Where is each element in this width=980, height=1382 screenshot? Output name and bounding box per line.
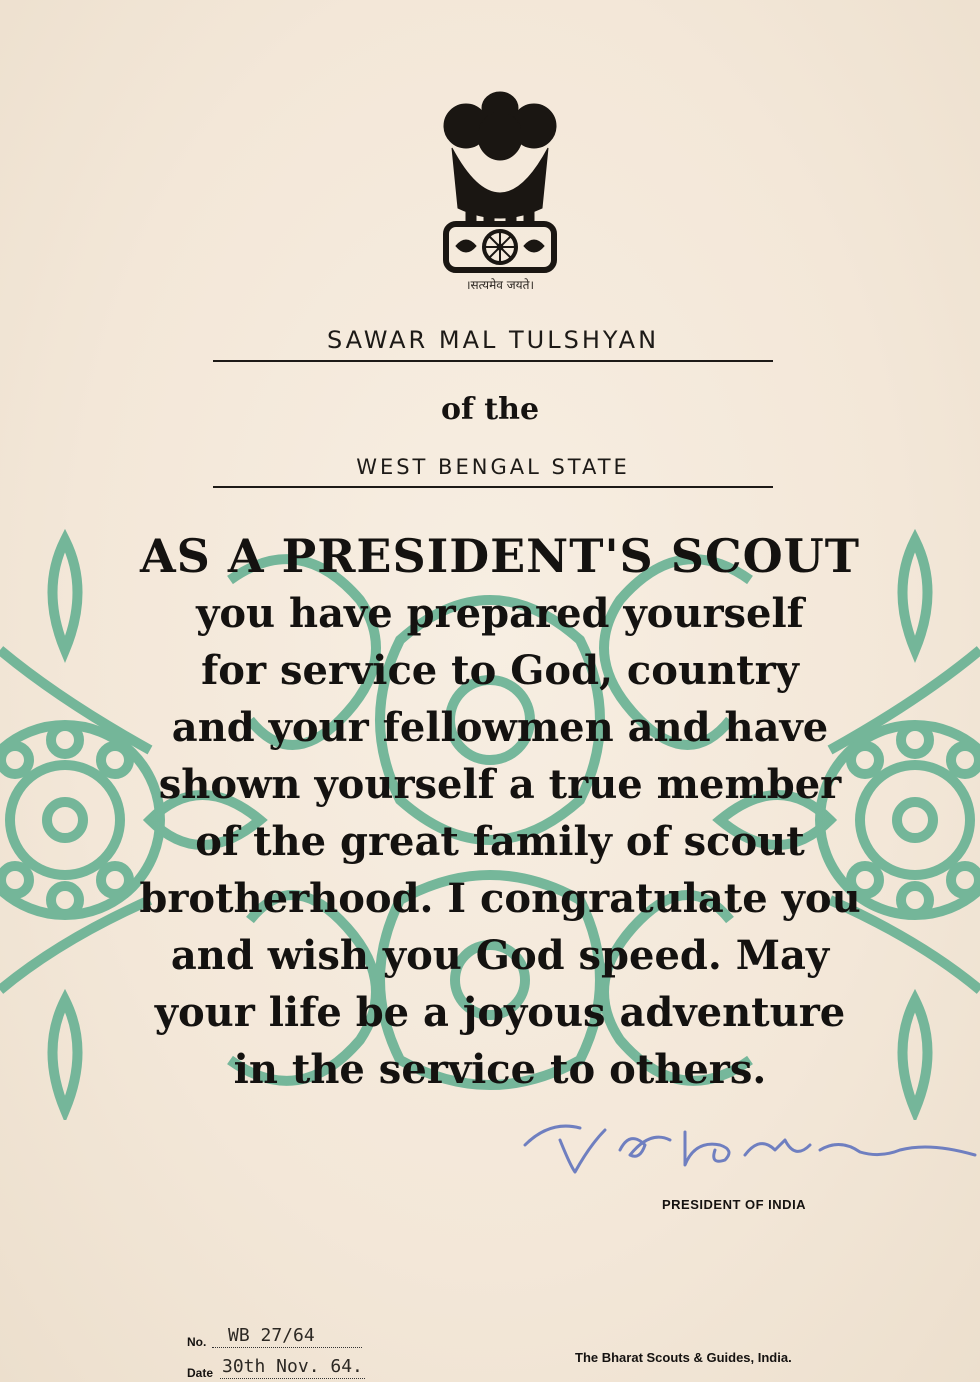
citation-line: of the great family of scout: [195, 818, 805, 865]
emblem-motto: ।सत्यमेव जयते।: [465, 278, 534, 292]
name-underline: [213, 360, 773, 362]
date-value: 30th Nov. 64.: [222, 1356, 363, 1377]
citation-line: for service to God, country: [201, 647, 799, 694]
citation-line: shown yourself a true member: [158, 761, 842, 808]
citation-line: and your fellowmen and have: [171, 704, 829, 751]
number-value: WB 27/64: [228, 1325, 315, 1346]
citation-line: your life be a joyous adventure: [154, 989, 846, 1036]
recipient-state: WEST BENGAL STATE: [356, 455, 630, 479]
citation-line: in the service to others.: [233, 1046, 767, 1093]
organization-name: The Bharat Scouts & Guides, India.: [575, 1350, 792, 1365]
citation-text: [120, 528, 880, 1098]
citation-line: and wish you God speed. May: [170, 932, 830, 979]
recipient-name: SAWAR MAL TULSHYAN: [326, 326, 660, 354]
state-underline: [213, 486, 773, 488]
national-emblem: [432, 88, 568, 298]
president-signature: [520, 1110, 980, 1180]
connector-text: of the: [440, 392, 540, 427]
date-rule: [220, 1378, 365, 1379]
number-label: No.: [187, 1335, 207, 1349]
date-label: Date: [187, 1366, 214, 1380]
signatory-title: PRESIDENT OF INDIA: [662, 1197, 807, 1212]
citation-line: you have prepared yourself: [196, 590, 804, 637]
number-rule: [212, 1347, 362, 1348]
citation-line: brotherhood. I congratulate you: [139, 875, 861, 922]
citation-headline: AS A PRESIDENT'S SCOUT: [139, 529, 861, 583]
